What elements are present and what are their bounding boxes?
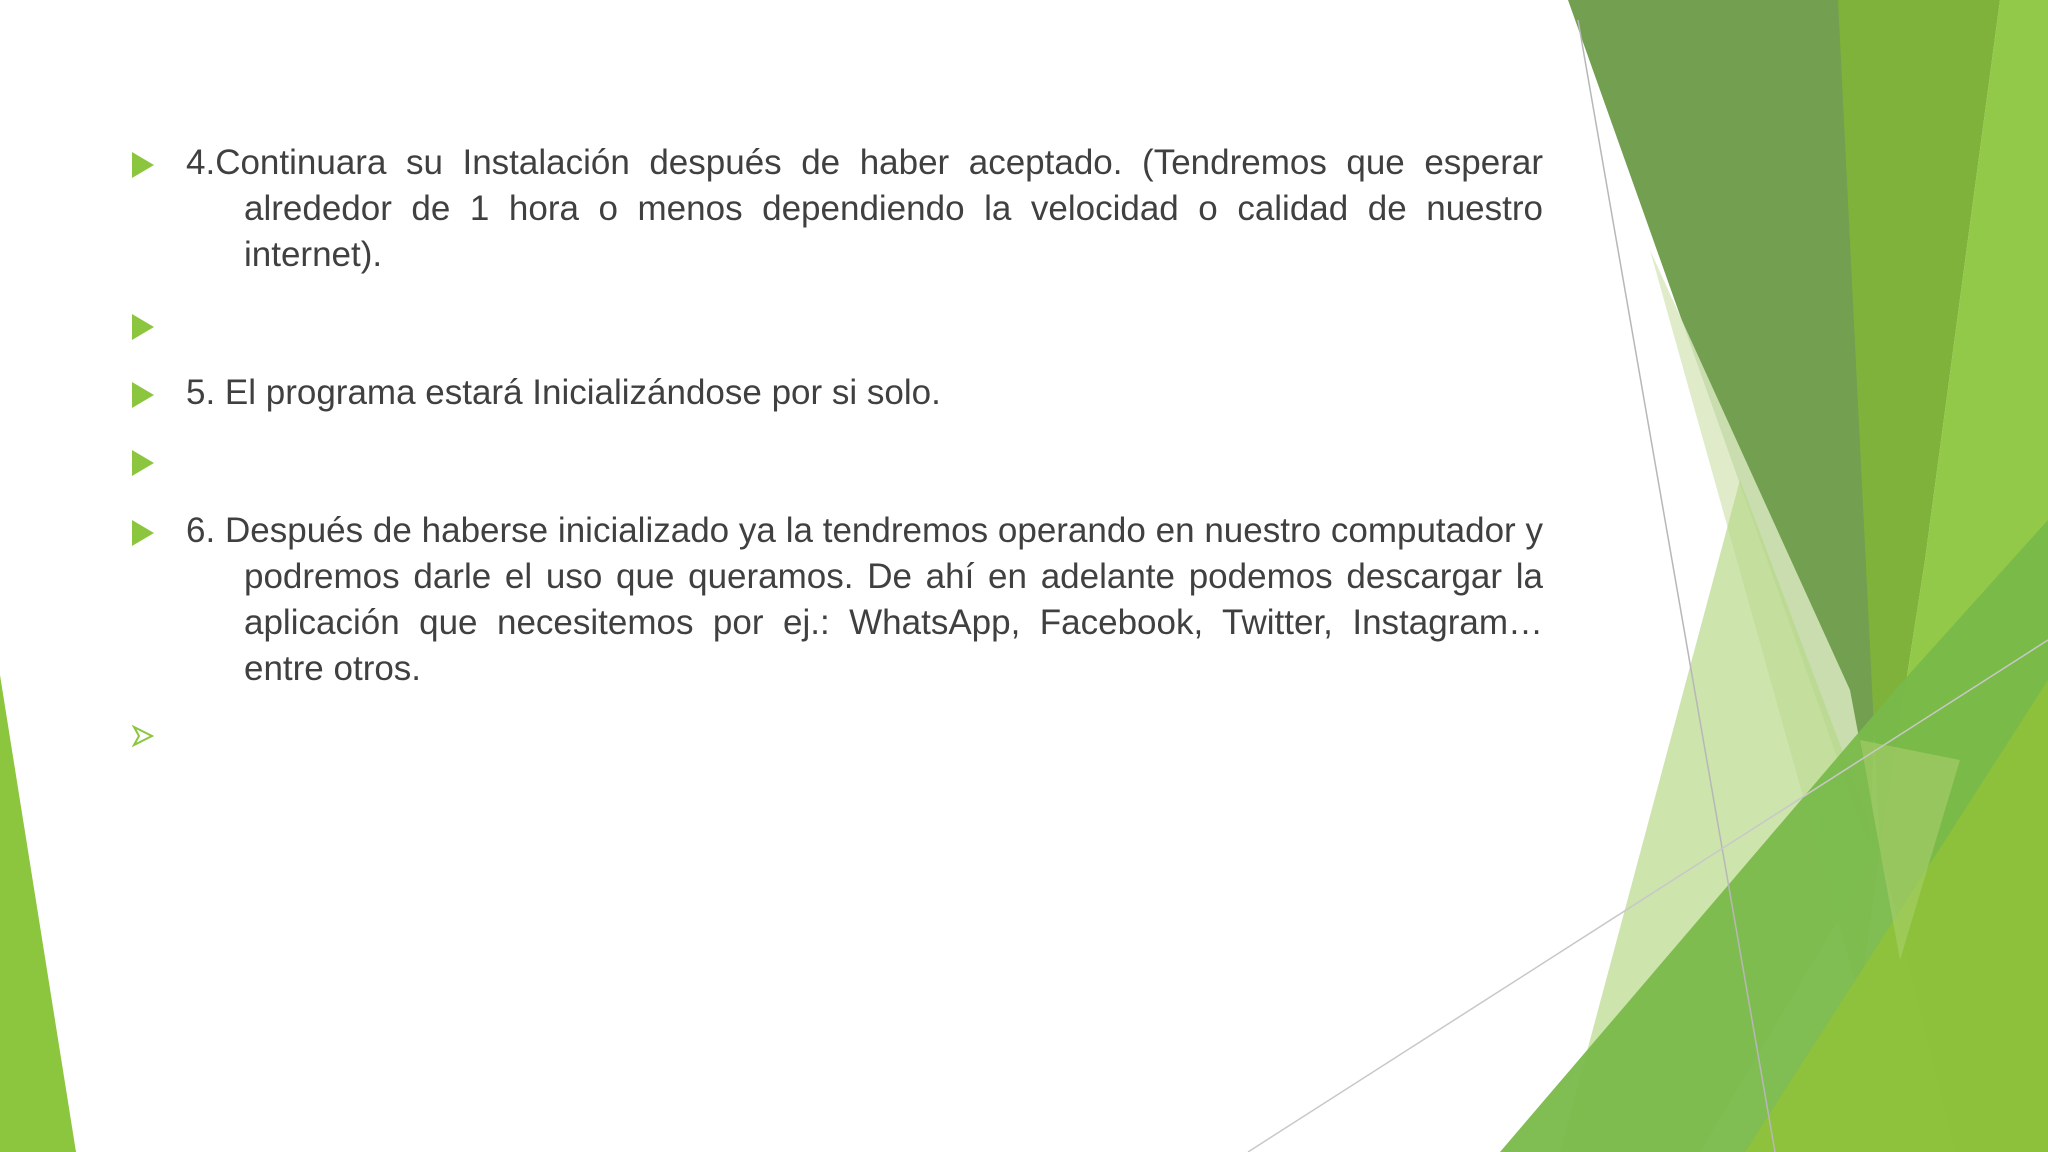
triangle-right-icon	[132, 520, 154, 546]
bullet-item-empty	[128, 302, 1543, 348]
triangle-right-icon	[132, 382, 154, 408]
bullet-text: 6. Después de haberse inicializado ya la tendremos operando en nuestro computador y podremos darle el uso que queramos. De ahí en adelante podemos descargar la aplicación que necesitemos por ej.: WhatsApp, Facebook, Twitter, Instagram… entre otros.	[186, 511, 1543, 688]
facet-left-stripe	[0, 675, 76, 1152]
bullet-item-empty-last	[128, 710, 1543, 756]
triangle-right-icon	[132, 450, 154, 476]
bullet-text: 4.Continuara su Instalación después de haber aceptado. (Tendremos que esperar alrededor de 1 hora o menos dependiendo la velocidad o calidad de nuestro internet).	[186, 143, 1543, 274]
bullet-item-step-4	[128, 140, 1543, 278]
arrowhead-outline-icon	[132, 724, 154, 748]
content-text-area	[128, 140, 1543, 756]
bullet-text: 5. El programa estará Inicializándose por si solo.	[186, 373, 941, 412]
bullet-item-step-5	[128, 370, 1543, 416]
triangle-right-icon	[132, 152, 154, 178]
bullet-item-step-6	[128, 508, 1543, 692]
triangle-right-icon	[132, 314, 154, 340]
bullet-item-empty	[128, 438, 1543, 484]
